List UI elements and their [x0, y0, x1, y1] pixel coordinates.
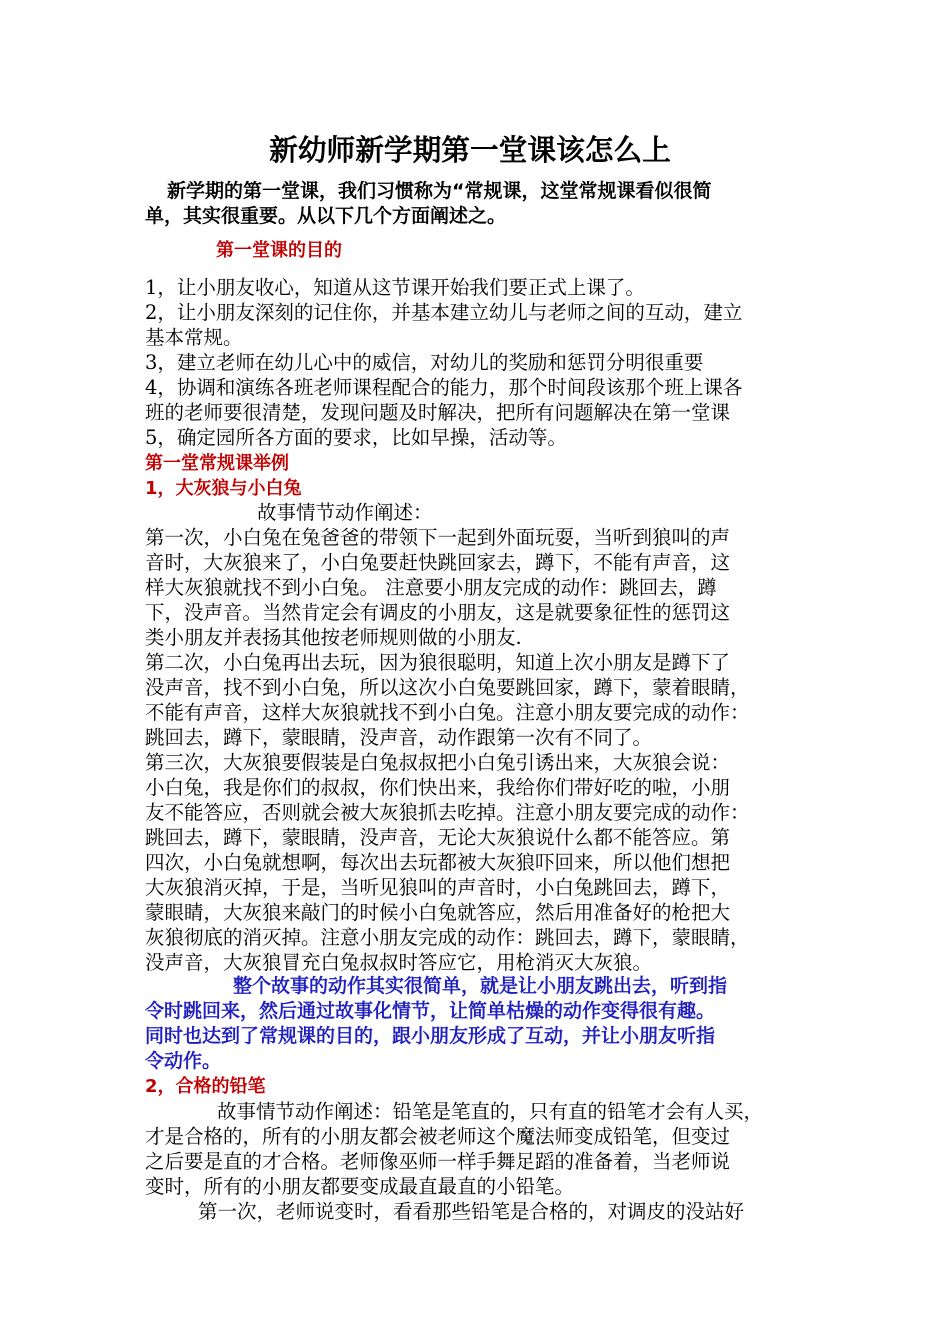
story-line: 第一次，小白兔在兔爸爸的带领下一起到外面玩耍，当听到狼叫的声 — [145, 526, 731, 549]
intro-line: 单，其实很重要。从以下几个方面阐述之。 — [145, 205, 507, 227]
story-line: 跳回去，蹲下，蒙眼睛，没声音，动作跟第一次有不同了。 — [145, 726, 653, 749]
pencil-line: 之后要是直的才合格。老师像巫师一样手舞足蹈的准备着，当老师说 — [145, 1150, 731, 1173]
story-line: 第三次，大灰狼要假装是白兔叔叔把小白兔引诱出来，大灰狼会说： — [145, 751, 731, 774]
story-line: 灰狼彻底的消灭掉。注意小朋友完成的动作：跳回去，蹲下，蒙眼睛， — [145, 926, 750, 949]
story-line: 四次，小白兔就想啊，每次出去玩都被大灰狼吓回来，所以他们想把 — [145, 851, 731, 874]
story-line: 第二次，小白兔再出去玩，因为狼很聪明，知道上次小朋友是蹲下了 — [145, 651, 731, 674]
pencil-line: 故事情节动作阐述：铅笔是笔直的，只有直的铅笔才会有人买， — [217, 1100, 764, 1123]
story-line: 友不能答应，否则就会被大灰狼抓去吃掉。注意小朋友要完成的动作： — [145, 801, 750, 824]
story-line: 蒙眼睛，大灰狼来敲门的时候小白兔就答应，然后用准备好的枪把大 — [145, 901, 731, 924]
story-line: 音时，大灰狼来了，小白兔要赶快跳回家去，蹲下，不能有声音，这 — [145, 551, 731, 574]
pencil-line: 变时，所有的小朋友都要变成最直最直的小铅笔。 — [145, 1175, 575, 1198]
pencil-line: 才是合格的，所有的小朋友都会被老师这个魔法师变成铅笔，但变过 — [145, 1125, 731, 1148]
summary-line: 令动作。 — [145, 1050, 222, 1072]
story-line: 样大灰狼就找不到小白兔。 注意要小朋友完成的动作：跳回去，蹲 — [145, 576, 717, 599]
story-line: 类小朋友并表扬其他按老师规则做的小朋友. — [145, 626, 522, 649]
purpose-line: 2，让小朋友深刻的记住你，并基本建立幼儿与老师之间的互动，建立 — [145, 301, 743, 324]
story-line: 跳回去，蹲下，蒙眼睛，没声音，无论大灰狼说什么都不能答应。第 — [145, 826, 731, 849]
intro-line: 新学期的第一堂课，我们习惯称为“常规课，这堂常规课看似很简 — [167, 180, 712, 202]
section-heading-examples: 第一堂常规课举例 — [145, 453, 289, 474]
example-heading-wolf-rabbit: 1，大灰狼与小白兔 — [145, 478, 302, 499]
story-intro: 故事情节动作阐述： — [257, 501, 433, 524]
pencil-line: 第一次，老师说变时，看看那些铅笔是合格的，对调皮的没站好 — [198, 1200, 745, 1223]
purpose-line: 班的老师要很清楚，发现问题及时解决，把所有问题解决在第一堂课 — [145, 401, 731, 424]
section-heading-purpose: 第一堂课的目的 — [216, 240, 342, 261]
story-line: 大灰狼消灭掉，于是，当听见狼叫的声音时，小白兔跳回去，蹲下， — [145, 876, 731, 899]
page-title: 新幼师新学期第一堂课该怎么上 — [269, 133, 671, 167]
story-line: 下，没声音。当然肯定会有调皮的小朋友，这是就要象征性的惩罚这 — [145, 601, 731, 624]
story-line: 小白兔，我是你们的叔叔，你们快出来，我给你们带好吃的啦，小朋 — [145, 776, 731, 799]
example-heading-pencil: 2，合格的铅笔 — [145, 1076, 266, 1097]
purpose-line: 3，建立老师在幼儿心中的威信，对幼儿的奖励和惩罚分明很重要 — [145, 351, 704, 374]
purpose-line: 1，让小朋友收心，知道从这节课开始我们要正式上课了。 — [145, 276, 645, 299]
purpose-line: 5，确定园所各方面的要求，比如早操，活动等。 — [145, 426, 567, 449]
purpose-line: 基本常规。 — [145, 326, 243, 349]
summary-line: 令时跳回来，然后通过故事化情节，让简单枯燥的动作变得很有趣。 — [145, 1000, 716, 1022]
purpose-line: 4，协调和演练各班老师课程配合的能力，那个时间段该那个班上课各 — [145, 376, 743, 399]
story-line: 没声音，大灰狼冒充白兔叔叔时答应它，用枪消灭大灰狼。 — [145, 951, 653, 974]
story-line: 没声音，找不到小白兔，所以这次小白兔要跳回家，蹲下，蒙着眼睛， — [145, 676, 750, 699]
story-line: 不能有声音，这样大灰狼就找不到小白兔。注意小朋友要完成的动作： — [145, 701, 750, 724]
summary-line: 同时也达到了常规课的目的，跟小朋友形成了互动，并让小朋友听指 — [145, 1025, 716, 1047]
summary-line: 整个故事的动作其实很简单，就是让小朋友跳出去，听到指 — [233, 975, 728, 997]
